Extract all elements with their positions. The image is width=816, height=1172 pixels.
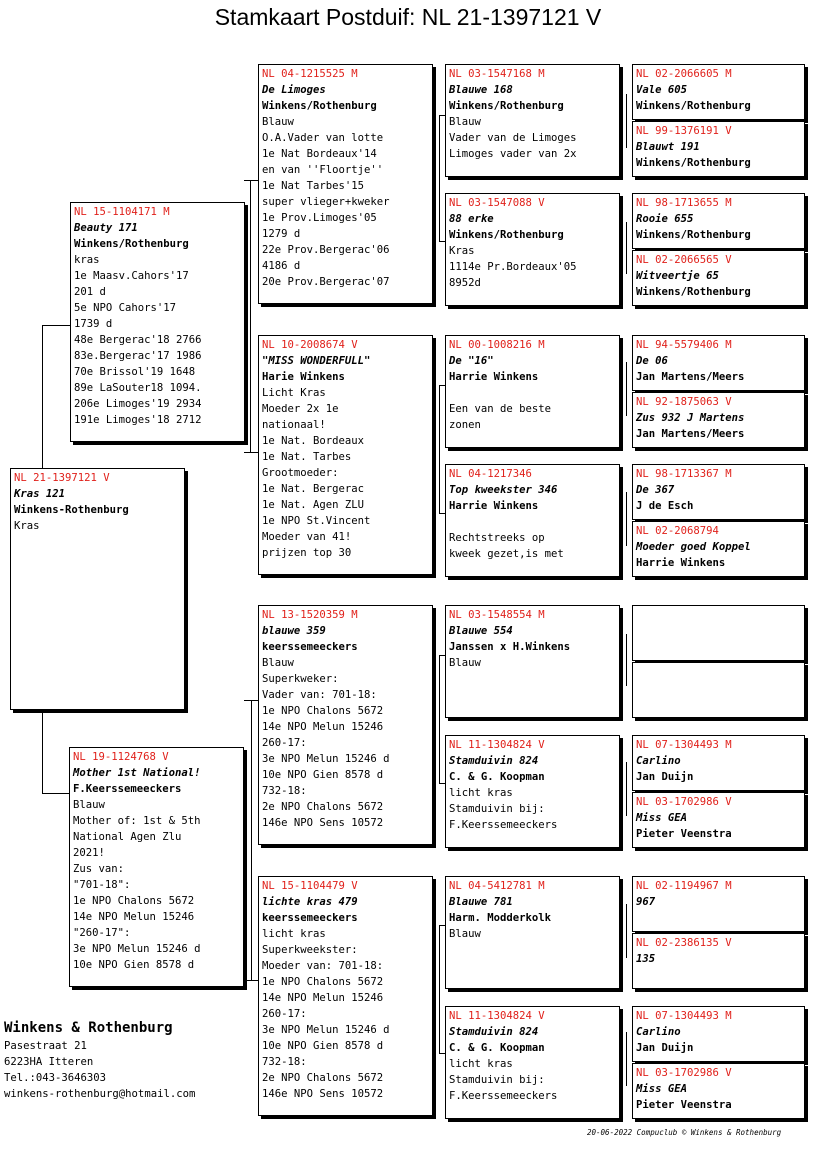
info-line: 70e Brissol'19 1648 [74,366,196,378]
breeder-name: Winkens/Rothenburg [636,229,751,241]
info-line: 1e Nat. Bordeaux [262,435,365,447]
breeder-name: Winkens/Rothenburg [449,229,564,241]
info-line: 3e NPO Melun 15246 d [262,753,390,765]
ring-number: NL 11-1304824 V [449,739,545,751]
info-line: Stamduivin bij: [449,803,545,815]
ring-number: NL 00-1008216 M [449,339,545,351]
info-line [449,514,616,530]
breeder-name: Jan Duijn [636,1042,694,1054]
info-line: 22e Prov.Bergerac'06 [262,244,390,256]
info-line: Een van de beste [449,403,552,415]
info-line: 260-17: [262,1008,307,1020]
info-line: Superkweekster: [262,944,358,956]
pigeon-name: Blauwe 554 [449,625,513,637]
pigeon-card-g1 [632,64,805,120]
info-line: "260-17": [73,927,131,939]
ring-number: NL 98-1713367 M [636,468,732,480]
info-line: 3e NPO Melun 15246 d [262,1024,390,1036]
breeder-name: Harrie Winkens [636,557,726,569]
owner-street: Pasestraat 21 [4,1040,87,1052]
ring-number: NL 15-1104171 M [74,206,170,218]
breeder-name: Harrie Winkens [449,371,539,383]
info-line: 1739 d [74,318,113,330]
breeder-name: Harm. Modderkolk [449,912,552,924]
info-line: Licht Kras [262,387,326,399]
page-title: Stamkaart Postduif: NL 21-1397121 V [214,4,602,30]
pigeon-name: Mother 1st National! [73,767,201,779]
info-line: Moeder 2x 1e [262,403,339,415]
info-line: "701-18": [73,879,131,891]
ring-number: NL 03-1548554 M [449,609,545,621]
owner-city: 6223HA Itteren [4,1056,94,1068]
pigeon-card-dss [445,605,620,718]
info-line: F.Keerssemeeckers [449,819,558,831]
pigeon-name: 135 [636,953,656,965]
pigeon-name: De 06 [636,355,668,367]
ring-number: NL 03-1702986 V [636,1067,732,1079]
info-line: 1e Nat Bordeaux'14 [262,148,377,160]
pigeon-card-dd [258,876,433,1116]
pigeon-name: Blauwe 781 [449,896,513,908]
breeder-name: Jan Martens/Meers [636,428,745,440]
breeder-name: C. & G. Koopman [449,1042,545,1054]
ring-number: NL 04-5412781 M [449,880,545,892]
pigeon-card-ddd [445,1006,620,1119]
info-line: licht kras [449,787,513,799]
info-line: 10e NPO Gien 8578 d [262,769,384,781]
breeder-name: Winkens/Rothenburg [636,286,751,298]
pigeon-name: lichte kras 479 [262,896,358,908]
breeder-name: Winkens/Rothenburg [449,100,564,112]
pigeon-name: Beauty 171 [74,222,138,234]
info-line: 1e Nat Tarbes'15 [262,180,365,192]
owner-email: winkens-rothenburg@hotmail.com [4,1088,196,1100]
pigeon-name: Rooie 655 [636,213,694,225]
ring-number: NL 02-2066565 V [636,254,732,266]
footer-credit: 20-06-2022 Compuclub © Winkens & Rothenburg [587,1128,782,1137]
owner-name: Winkens & Rothenburg [4,1020,173,1036]
info-line: Stamduivin bij: [449,1074,545,1086]
info-line: 1e NPO Chalons 5672 [73,895,195,907]
pigeon-card-ss [258,64,433,304]
info-line: O.A.Vader van lotte [262,132,384,144]
ring-number: NL 02-2066605 M [636,68,732,80]
breeder-name: Harrie Winkens [449,500,539,512]
pigeon-name: Moeder goed Koppel [636,541,751,553]
info-line: Blauw [449,657,481,669]
ring-number: NL 04-1215525 M [262,68,358,80]
pigeon-card-g15 [632,1006,805,1062]
pigeon-card-sds [445,335,620,448]
info-line: 1e Nat. Bergerac [262,483,365,495]
ring-number: NL 15-1104479 V [262,880,358,892]
pigeon-card-ssd [445,193,620,306]
info-line: 191e Limoges'18 2712 [74,414,202,426]
info-line: 1e Maasv.Cahors'17 [74,270,189,282]
pigeon-name: Witveertje 65 [636,270,719,282]
pigeon-card-dds [445,876,620,989]
ring-number: NL 03-1702986 V [636,796,732,808]
info-line: 146e NPO Sens 10572 [262,1088,384,1100]
info-line: Mother of: 1st & 5th [73,815,201,827]
ring-number: NL 10-2008674 V [262,339,358,351]
breeder-name: Pieter Veenstra [636,828,732,840]
breeder-name: F.Keerssemeeckers [73,783,182,795]
pigeon-card-g4 [632,250,805,306]
pigeon-name: Vale 605 [636,84,688,96]
pigeon-card-g6 [632,392,805,448]
info-line: 10e NPO Gien 8578 d [73,959,195,971]
pigeon-card-dam [69,747,244,987]
info-line: en van ''Floortje'' [262,164,384,176]
info-line: 1e Nat. Tarbes [262,451,352,463]
pigeon-card-g14 [632,933,805,989]
info-line: 1114e Pr.Bordeaux'05 [449,261,577,273]
info-line: zonen [449,419,481,431]
ring-number: NL 03-1547168 M [449,68,545,80]
ring-number: NL 02-2068794 [636,525,719,537]
breeder-name: keerssemeeckers [262,641,358,653]
ring-number: NL 19-1124768 V [73,751,169,763]
info-line: 732-18: [262,785,307,797]
info-line: National Agen Zlu [73,831,182,843]
info-line: 48e Bergerac'18 2766 [74,334,202,346]
breeder-name: keerssemeeckers [262,912,358,924]
info-line: Blauw [73,799,105,811]
pigeon-card-g3 [632,193,805,249]
info-line: Blauw [449,116,481,128]
pigeon-card-ds [258,605,433,845]
pigeon-name: blauwe 359 [262,625,326,637]
info-line: licht kras [449,1058,513,1070]
pigeon-name: Blauwe 168 [449,84,513,96]
pigeon-name: Miss GEA [636,812,688,824]
info-line: 1279 d [262,228,301,240]
breeder-name: Harie Winkens [262,371,345,383]
info-line: 206e Limoges'19 2934 [74,398,202,410]
info-line: licht kras [262,928,326,940]
pigeon-name: Miss GEA [636,1083,688,1095]
pigeon-card-g11 [632,735,805,791]
pigeon-name: Carlino [636,1026,681,1038]
ring-number: NL 94-5579406 M [636,339,732,351]
ring-number: NL 98-1713655 M [636,197,732,209]
pigeon-card-sire [70,202,245,442]
breeder-name: J de Esch [636,500,694,512]
info-line: 1e NPO Chalons 5672 [262,976,384,988]
pigeon-card-g8 [632,521,805,577]
pigeon-name: De Limoges [262,84,326,96]
pigeon-name: "MISS WONDERFULL" [262,355,371,367]
pigeon-name: De 367 [636,484,675,496]
info-line: Moeder van: 701-18: [262,960,384,972]
info-line: 1e NPO St.Vincent [262,515,371,527]
pigeon-card-sd [258,335,433,575]
info-line: Superkweker: [262,673,339,685]
pigeon-name: Zus 932 J Martens [636,412,745,424]
info-line: 201 d [74,286,106,298]
info-line: 83e.Bergerac'17 1986 [74,350,202,362]
info-line: Blauw [449,928,481,940]
pigeon-card-g2 [632,121,805,177]
info-line: Blauw [262,116,294,128]
pigeon-card-sss [445,64,620,177]
pigeon-name: Blauwt 191 [636,141,700,153]
ring-number: NL 03-1547088 V [449,197,545,209]
ring-number: NL 21-1397121 V [14,472,110,484]
pigeon-card-g16 [632,1063,805,1119]
info-line: Kras [14,520,40,532]
breeder-name: Winkens/Rothenburg [636,157,751,169]
info-line: super vlieger+kweker [262,196,390,208]
pigeon-card-g7 [632,464,805,520]
info-line: Limoges vader van 2x [449,148,577,160]
info-line: Vader van de Limoges [449,132,577,144]
pigeon-card-g13 [632,876,805,932]
info-line: kras [74,254,100,266]
pigeon-name: Top kweekster 346 [449,484,558,496]
pigeon-name: De "16" [449,355,494,367]
info-line: 8952d [449,277,481,289]
breeder-name: Jan Martens/Meers [636,371,745,383]
info-line: 14e NPO Melun 15246 [73,911,195,923]
info-line: 10e NPO Gien 8578 d [262,1040,384,1052]
info-line: Kras [449,245,475,257]
info-line: 5e NPO Cahors'17 [74,302,177,314]
info-line: 2021! [73,847,105,859]
owner-phone: Tel.:043-3646303 [4,1072,107,1084]
ring-number: NL 13-1520359 M [262,609,358,621]
info-line: 1e Prov.Limoges'05 [262,212,377,224]
breeder-name: Jan Duijn [636,771,694,783]
info-line: 732-18: [262,1056,307,1068]
info-line: Moeder van 41! [262,531,352,543]
pigeon-name: Stamduivin 824 [449,1026,539,1038]
ring-number: NL 07-1304493 M [636,739,732,751]
info-line: 260-17: [262,737,307,749]
pigeon-card-g9 [632,605,805,661]
info-line: nationaal! [262,419,326,431]
pigeon-name: Carlino [636,755,681,767]
breeder-name: Janssen x H.Winkens [449,641,571,653]
breeder-name: Winkens-Rothenburg [14,504,129,516]
pigeon-name: Kras 121 [14,488,66,500]
breeder-name: Pieter Veenstra [636,1099,732,1111]
ring-number: NL 99-1376191 V [636,125,732,137]
info-line: 1e Nat. Agen ZLU [262,499,365,511]
info-line: 3e NPO Melun 15246 d [73,943,201,955]
info-line: 89e LaSouter18 1094. [74,382,202,394]
owner-block [4,1018,195,1102]
info-line: 2e NPO Chalons 5672 [262,801,384,813]
ring-number: NL 07-1304493 M [636,1010,732,1022]
ring-number: NL 02-2386135 V [636,937,732,949]
pigeon-card-main [10,468,185,710]
ring-number: NL 02-1194967 M [636,880,732,892]
info-line: 20e Prov.Bergerac'07 [262,276,390,288]
info-line: 1e NPO Chalons 5672 [262,705,384,717]
info-line: Vader van: 701-18: [262,689,377,701]
breeder-name: Winkens/Rothenburg [636,100,751,112]
info-line: kweek gezet,is met [449,548,564,560]
breeder-name: Winkens/Rothenburg [262,100,377,112]
info-line [449,385,616,401]
pigeon-card-g10 [632,662,805,718]
ring-number: NL 04-1217346 [449,468,532,480]
breeder-name: C. & G. Koopman [449,771,545,783]
ring-number: NL 92-1875063 V [636,396,732,408]
info-line: 4186 d [262,260,301,272]
info-line: Blauw [262,657,294,669]
pigeon-name: 88 erke [449,213,494,225]
pigeon-card-g12 [632,792,805,848]
info-line: F.Keerssemeeckers [449,1090,558,1102]
info-line: Grootmoeder: [262,467,339,479]
pigeon-name: Stamduivin 824 [449,755,539,767]
info-line: 14e NPO Melun 15246 [262,721,384,733]
breeder-name: Winkens/Rothenburg [74,238,189,250]
pigeon-name: 967 [636,896,656,908]
info-line: Rechtstreeks op [449,532,545,544]
ring-number: NL 11-1304824 V [449,1010,545,1022]
pigeon-card-g5 [632,335,805,391]
info-line: 14e NPO Melun 15246 [262,992,384,1004]
info-line: Zus van: [73,863,125,875]
pigeon-card-sdd [445,464,620,577]
info-line: prijzen top 30 [262,547,352,559]
info-line: 2e NPO Chalons 5672 [262,1072,384,1084]
pigeon-card-dsd [445,735,620,848]
info-line: 146e NPO Sens 10572 [262,817,384,829]
